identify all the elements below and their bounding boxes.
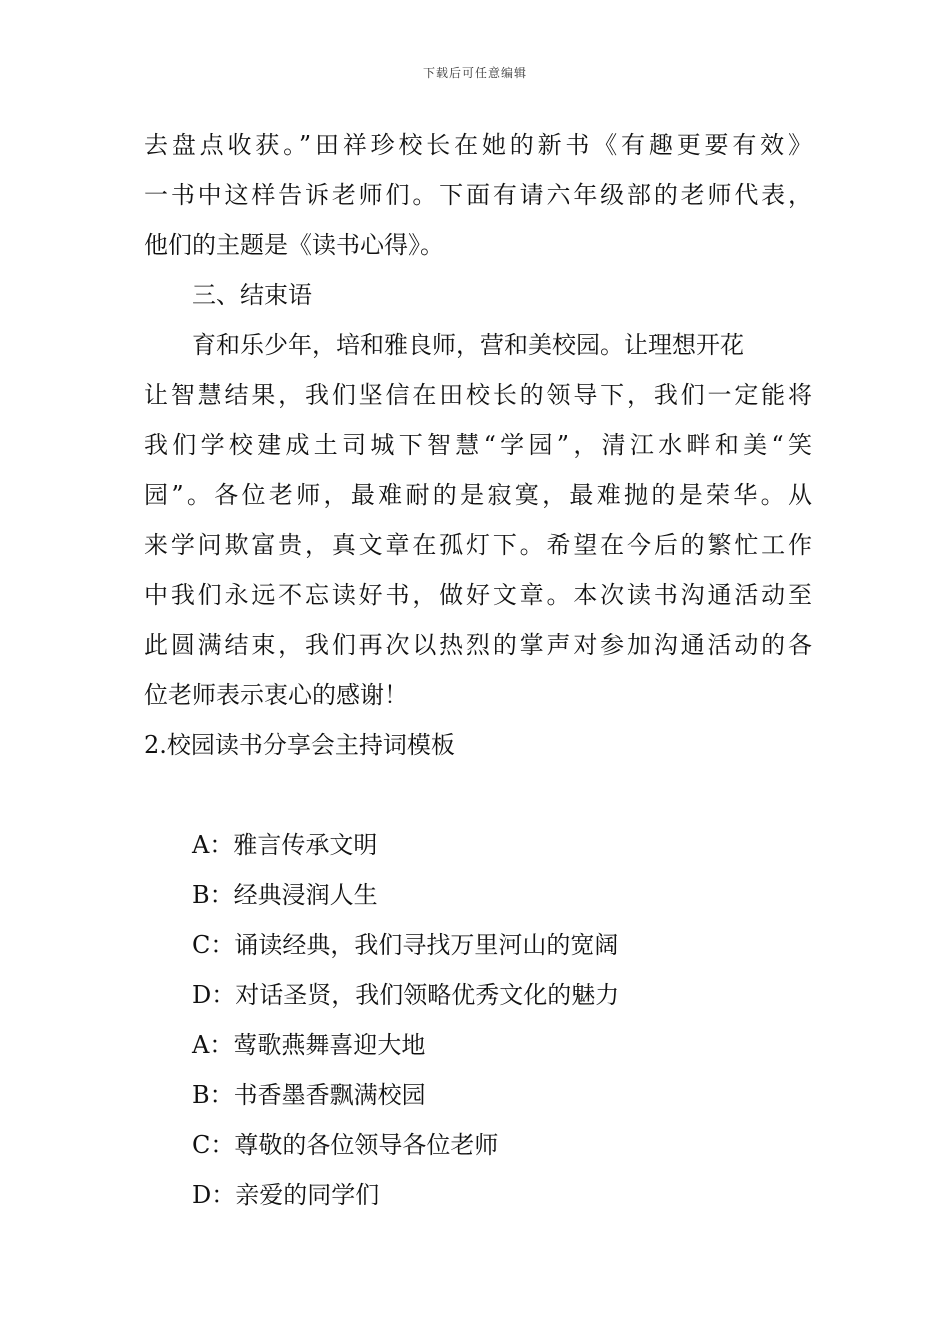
paragraph-line: 让智慧结果，我们坚信在田校长的领导下，我们一定能将 bbox=[144, 381, 812, 409]
section-heading: 三、结束语 bbox=[192, 281, 312, 309]
dialogue-line: A：莺歌燕舞喜迎大地 bbox=[192, 1031, 426, 1059]
dialogue-line: A：雅言传承文明 bbox=[192, 831, 378, 859]
page-header: 下载后可任意编辑 bbox=[422, 66, 527, 80]
paragraph-line: 去盘点收获。”田祥珍校长在她的新书《有趣更要有效》 bbox=[144, 131, 812, 159]
paragraph-line: 位老师表示衷心的感谢！ bbox=[144, 681, 408, 709]
dialogue-line: C：诵读经典，我们寻找万里河山的宽阔 bbox=[192, 931, 619, 959]
paragraph-line: 我们学校建成土司城下智慧“学园”，清江水畔和美“笑 bbox=[144, 431, 812, 459]
dialogue-line: B：书香墨香飘满校园 bbox=[192, 1081, 426, 1109]
paragraph-line: 中我们永远不忘读好书，做好文章。本次读书沟通活动至 bbox=[144, 581, 812, 609]
document-body bbox=[144, 120, 812, 1220]
dialogue-line: D：亲爱的同学们 bbox=[192, 1181, 380, 1209]
paragraph-line: 此圆满结束，我们再次以热烈的掌声对参加沟通活动的各 bbox=[144, 631, 812, 659]
paragraph-line: 一书中这样告诉老师们。下面有请六年级部的老师代表， bbox=[144, 181, 812, 209]
paragraph-line: 育和乐少年，培和雅良师，营和美校园。让理想开花 bbox=[192, 331, 744, 359]
dialogue-line: D：对话圣贤，我们领略优秀文化的魅力 bbox=[192, 981, 620, 1009]
dialogue-line: B：经典浸润人生 bbox=[192, 881, 378, 909]
section-title: 2.校园读书分享会主持词模板 bbox=[144, 731, 455, 759]
paragraph-line: 来学问欺富贵，真文章在孤灯下。希望在今后的繁忙工作 bbox=[144, 531, 812, 559]
dialogue-line: C：尊敬的各位领导各位老师 bbox=[192, 1131, 499, 1159]
paragraph-line: 他们的主题是《读书心得》。 bbox=[144, 231, 444, 259]
paragraph-line: 园”。各位老师，最难耐的是寂寞，最难抛的是荣华。从 bbox=[144, 481, 812, 509]
blank-line bbox=[144, 770, 812, 820]
